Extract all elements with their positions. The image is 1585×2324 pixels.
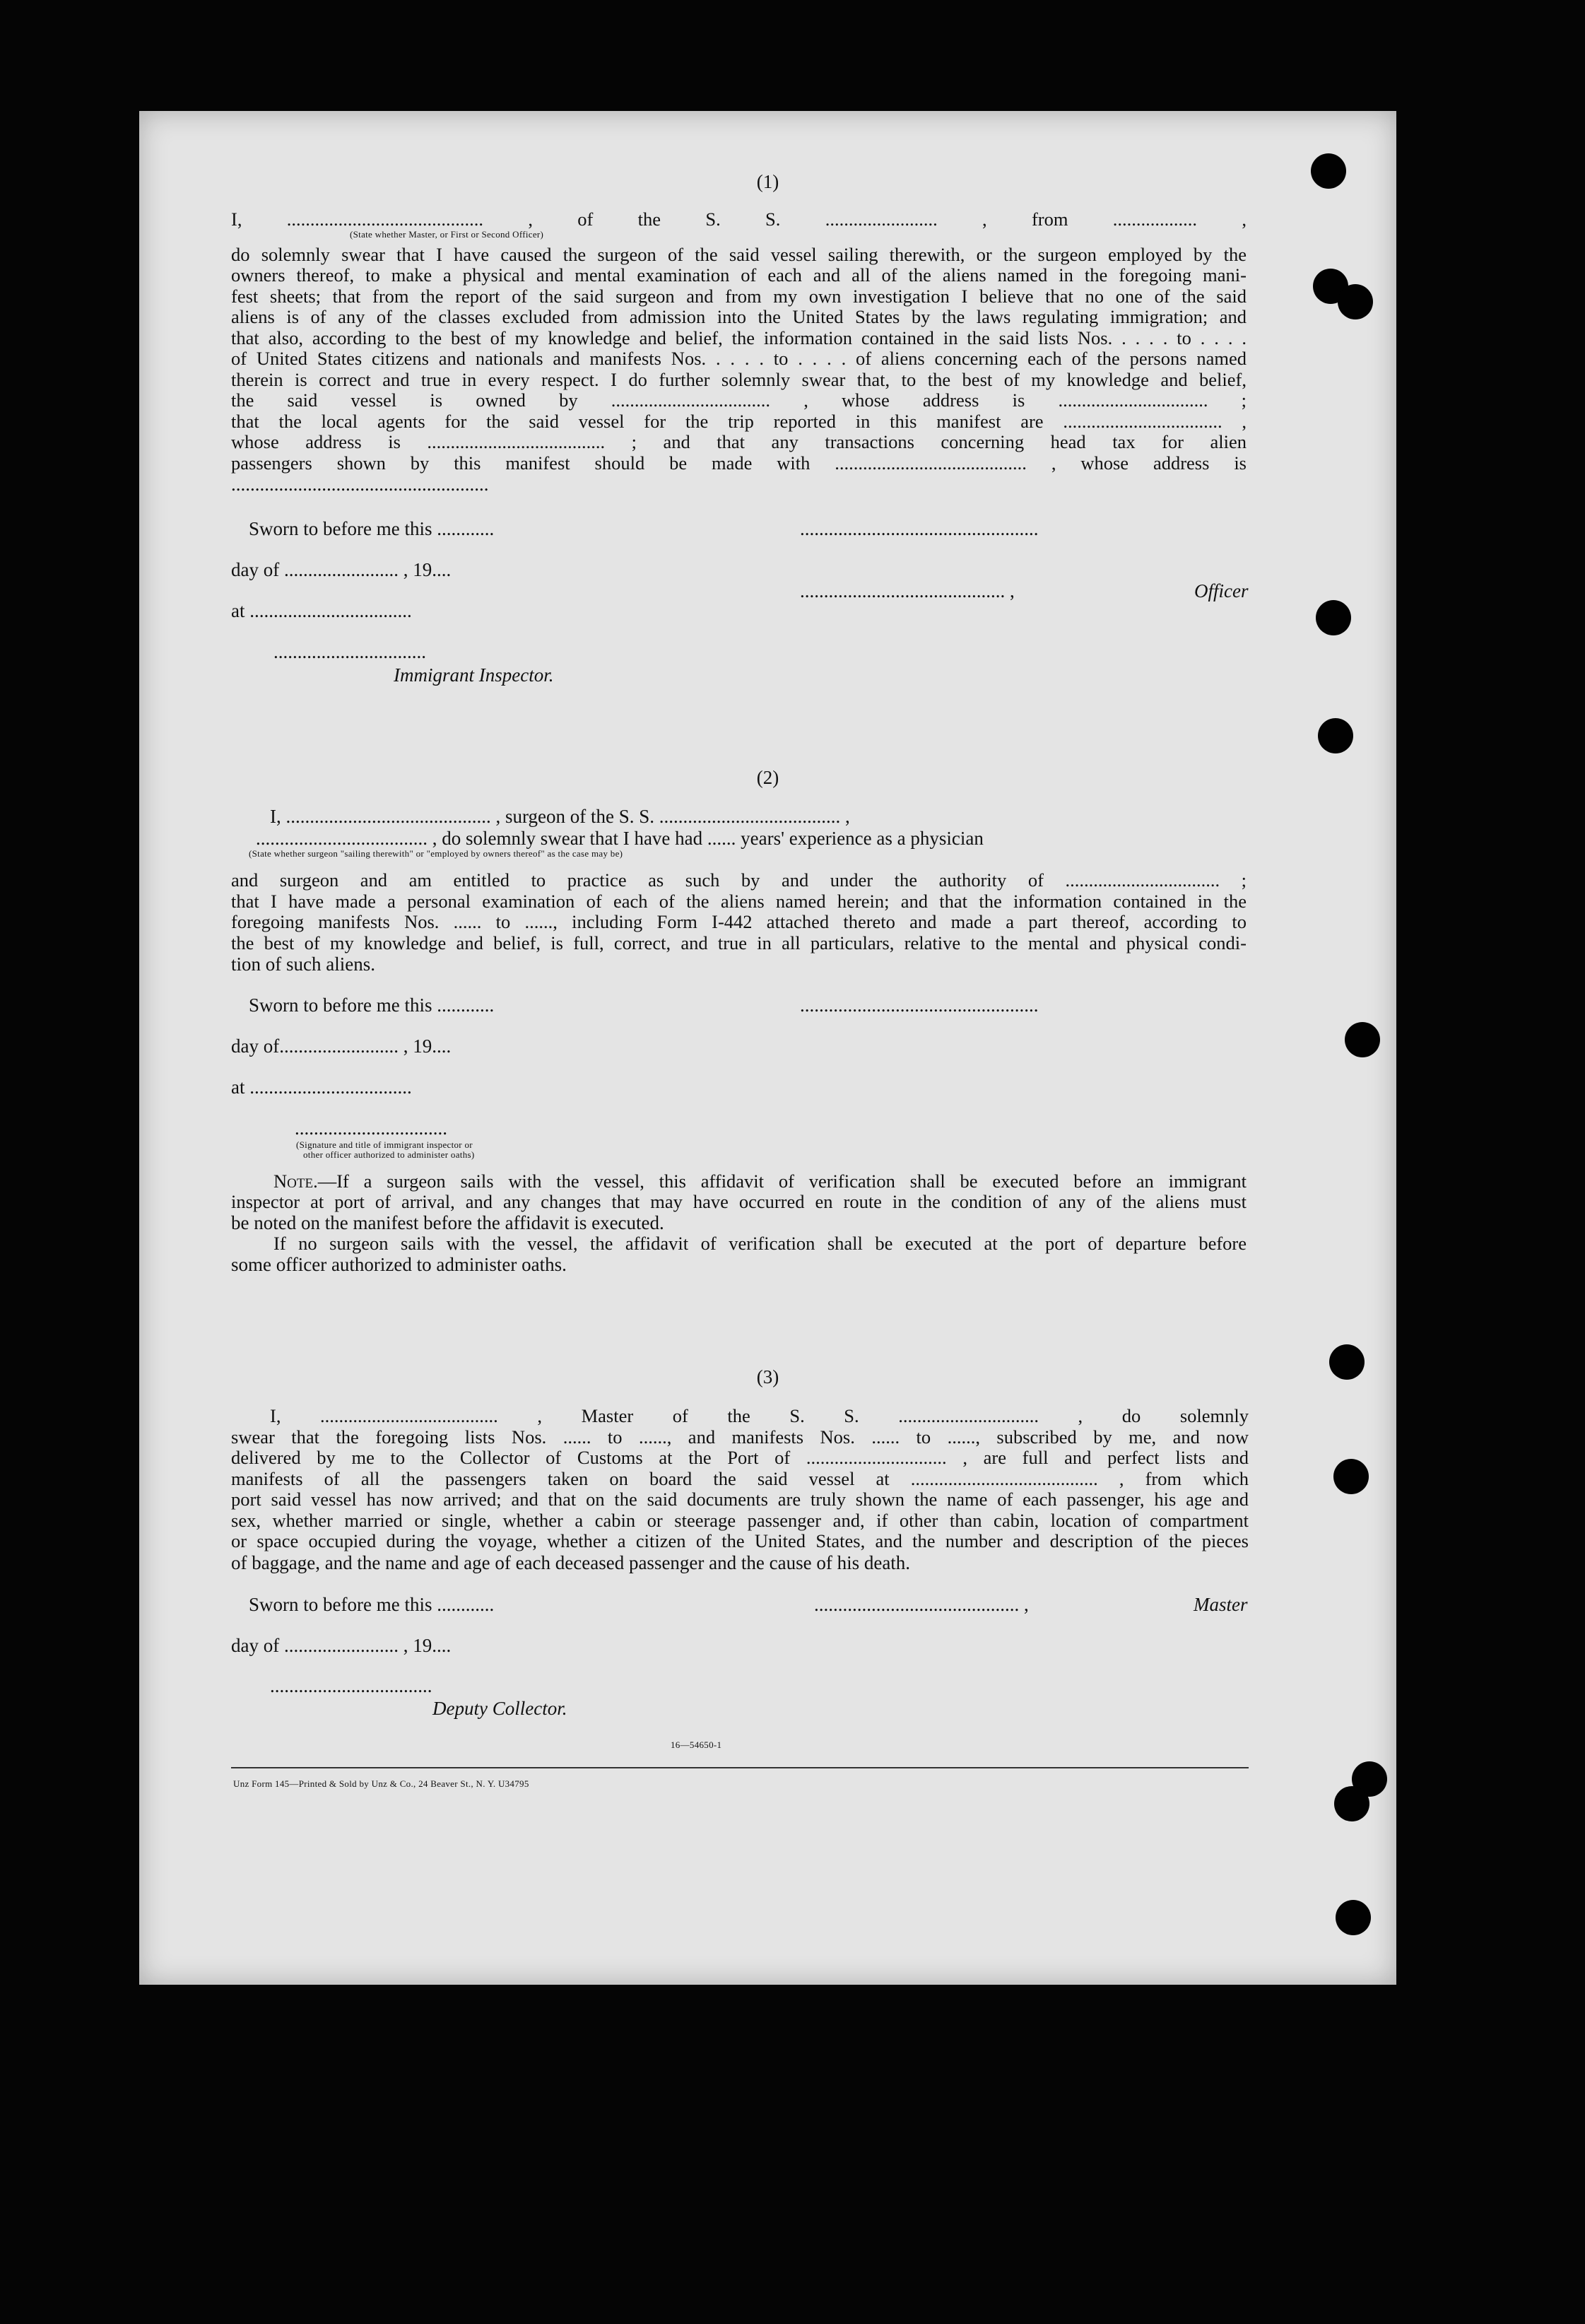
section-1-line: aliens is of any of the classes excluded from admission into the United States by the laws regulating immigration; and bbox=[231, 306, 1247, 327]
section-3-number: (3) bbox=[756, 1366, 779, 1387]
section-3-sworn: Sworn to before me this ............ bbox=[249, 1594, 495, 1615]
section-2-note bbox=[273, 1171, 1247, 1192]
section-3-line: I, ...................................... , Master of the S. S. .............................. , do solemnly bbox=[270, 1405, 1249, 1426]
section-1-inspector-line: ................................ bbox=[273, 641, 426, 662]
document-page bbox=[139, 111, 1396, 1985]
section-3-collector-line: .................................. bbox=[270, 1675, 432, 1696]
section-3-master-line: ........................................... , bbox=[814, 1594, 1029, 1615]
punch-hole bbox=[1338, 284, 1373, 319]
section-2-line: that I have made a personal examination of each of the aliens named herein; and that the information contained in the bbox=[231, 891, 1247, 912]
section-1-line: I, .......................................... , of the S. S. ........................ , from .................. , bbox=[231, 209, 1247, 230]
section-2-note-line: inspector at port of arrival, and any changes that may have occurred en route in the condition of any of the aliens must bbox=[231, 1191, 1247, 1212]
section-2-line: tion of such aliens. bbox=[231, 953, 375, 975]
section-1-day: day of ........................ , 19.... bbox=[231, 559, 452, 580]
punch-hole bbox=[1311, 153, 1346, 189]
section-2-at: at .................................. bbox=[231, 1076, 412, 1098]
section-3-day: day of ........................ , 19.... bbox=[231, 1635, 452, 1656]
section-1-line: that the local agents for the said vessel for the trip reported in this manifest are .................................. , bbox=[231, 411, 1247, 432]
footer-rule bbox=[231, 1767, 1249, 1768]
section-2-line: I, ........................................... , surgeon of the S. S. ...................................... , bbox=[270, 806, 850, 827]
section-1-line: owners thereof, to make a physical and mental examination of each and all of the aliens named in the foregoing mani- bbox=[231, 264, 1247, 286]
punch-hole bbox=[1318, 718, 1353, 753]
section-2-inspector-line: ................................ bbox=[295, 1117, 447, 1139]
section-2-signature-note: (Signature and title of immigrant inspector or bbox=[296, 1139, 473, 1150]
section-2-surgeon-note: (State whether surgeon "sailing therewith" or "employed by owners thereof" as the case may be) bbox=[249, 848, 623, 859]
section-1-officer-label: Officer bbox=[1194, 580, 1249, 601]
section-1-line: passengers shown by this manifest should be made with ......................................... , whose address is bbox=[231, 452, 1247, 474]
section-2-day: day of......................... , 19.... bbox=[231, 1035, 452, 1057]
section-3-line: or space occupied during the voyage, whether a citizen of the United States, and the number and description of the pieces bbox=[231, 1530, 1249, 1551]
section-2-signature-note: other officer authorized to administer oaths) bbox=[303, 1149, 475, 1160]
section-2-note-line: be noted on the manifest before the affidavit is executed. bbox=[231, 1212, 664, 1233]
section-1-line: of United States citizens and nationals and manifests Nos. . . . . to . . . . of aliens concerning each of the persons named bbox=[231, 348, 1247, 369]
punch-hole bbox=[1333, 1459, 1369, 1494]
footer-printer-note: Unz Form 145—Printed & Sold by Unz & Co., 24 Beaver St., N. Y. U34795 bbox=[233, 1778, 529, 1789]
punch-hole bbox=[1345, 1022, 1380, 1057]
note-text: —If a surgeon sails with the vessel, this affidavit of verification shall be executed before an immigrant bbox=[317, 1170, 1247, 1192]
section-1-officer-line: ........................................... , bbox=[800, 580, 1015, 601]
punch-hole bbox=[1316, 600, 1351, 635]
section-2-line: .................................... , do solemnly swear that I have had ...... years' experience as a physician bbox=[256, 828, 984, 849]
section-3-line: sex, whether married or single, whether a cabin or steerage passenger and, if other than cabin, location of compartment bbox=[231, 1510, 1249, 1531]
section-1-line: therein is correct and true in every respect. I do further solemnly swear that, to the best of my knowledge and belief, bbox=[231, 369, 1247, 390]
note-label: Note. bbox=[273, 1170, 318, 1192]
section-1-sworn: Sworn to before me this ............ bbox=[249, 518, 495, 539]
section-1-line: that also, according to the best of my knowledge and belief, the information contained in the said lists Nos. . . . . to . . . . bbox=[231, 327, 1247, 348]
section-2-line: foregoing manifests Nos. ...... to ......, including Form I-442 attached thereto and made a part thereof, according to bbox=[231, 911, 1247, 932]
section-3-line: manifests of all the passengers taken on board the said vessel at ........................................ , from which bbox=[231, 1468, 1249, 1489]
section-1-number: (1) bbox=[756, 171, 779, 192]
section-1-rank-note: (State whether Master, or First or Second Officer) bbox=[350, 229, 544, 240]
punch-hole bbox=[1329, 1344, 1365, 1380]
section-3-line: swear that the foregoing lists Nos. ...... to ......, and manifests Nos. ...... to ......, subscribed by me, and now bbox=[231, 1426, 1249, 1448]
section-2-note-line: some officer authorized to administer oaths. bbox=[231, 1254, 567, 1275]
section-1-inspector-label: Immigrant Inspector. bbox=[394, 664, 554, 686]
section-1-line: do solemnly swear that I have caused the surgeon of the said vessel sailing therewith, or the surgeon employed by the bbox=[231, 244, 1247, 265]
section-3-line: of baggage, and the name and age of each deceased passenger and the cause of his death. bbox=[231, 1552, 911, 1573]
section-2-line: and surgeon and am entitled to practice as such by and under the authority of ................................. ; bbox=[231, 869, 1247, 891]
section-1-line: ...................................................... bbox=[231, 474, 489, 495]
section-2-number: (2) bbox=[756, 767, 779, 788]
section-3-collector-label: Deputy Collector. bbox=[432, 1698, 567, 1719]
section-3-line: delivered by me to the Collector of Customs at the Port of .............................. , are full and perfect lists and bbox=[231, 1447, 1249, 1468]
section-1-at: at .................................. bbox=[231, 600, 412, 621]
section-1-line: fest sheets; that from the report of the said surgeon and from my own investigation I believe that no one of the said bbox=[231, 286, 1247, 307]
section-1-line: the said vessel is owned by .................................. , whose address is ................................ ; bbox=[231, 389, 1247, 411]
section-3-master-label: Master bbox=[1194, 1594, 1248, 1615]
punch-hole bbox=[1336, 1900, 1371, 1935]
punch-hole bbox=[1334, 1786, 1369, 1821]
section-1-line: whose address is ...................................... ; and that any transactions concerning head tax for alien bbox=[231, 431, 1247, 452]
section-2-line: the best of my knowledge and belief, is full, correct, and true in all particulars, relative to the mental and physical condi- bbox=[231, 932, 1247, 953]
section-3-line: port said vessel has now arrived; and that on the said documents are truly shown the name of each passenger, his age and bbox=[231, 1489, 1249, 1510]
form-code: 16—54650-1 bbox=[671, 1739, 722, 1750]
section-2-sworn: Sworn to before me this ............ bbox=[249, 994, 495, 1016]
section-2-signature-line: .................................................. bbox=[800, 994, 1039, 1016]
section-2-note-line: If no surgeon sails with the vessel, the affidavit of verification shall be executed at the port of departure before bbox=[273, 1233, 1247, 1254]
section-1-signature-line: .................................................. bbox=[800, 518, 1039, 539]
